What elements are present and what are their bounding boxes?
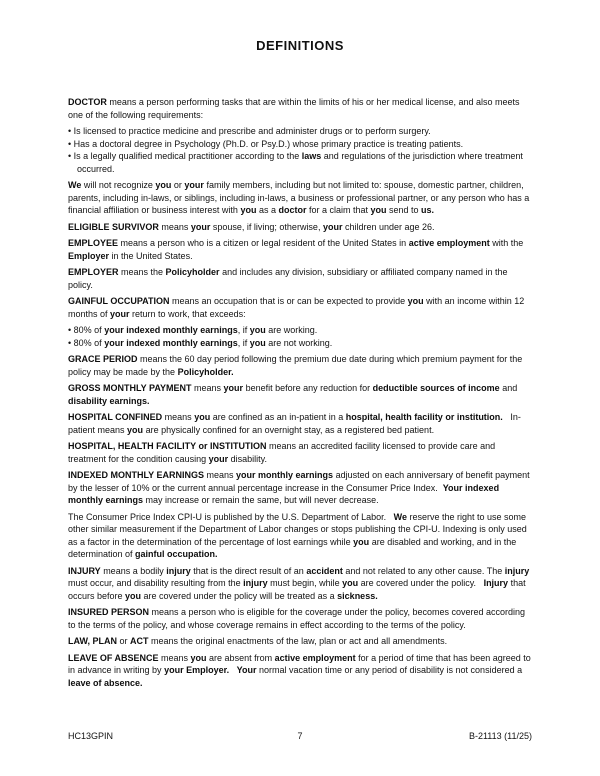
page-footer [68,731,532,741]
definition-bullet-item: • Has a doctoral degree in Psychology (Ph.D. or Psy.D.) whose primary practice is treating patients. [68,138,464,149]
definition-paragraph: LAW, PLAN or ACT means the original enactments of the law, plan or act and all amendments. [68,636,448,646]
definition-paragraph: EMPLOYEE means a person who is a citizen or legal resident of the United States in active employment with the Employer in the United States. [68,238,526,261]
definition-bullet-item: • 80% of your indexed monthly earnings, if you are working. [68,325,318,335]
definition-paragraph: DOCTOR means a person performing tasks that are within the limits of his or her medical license, and also meets one of the following requirements: [68,97,523,120]
definition-paragraph: LEAVE OF ABSENCE means you are absent from active employment for a period of time that has been agreed to in advance in writing by your Employer. Your normal vacation time or any period of disability is not considered a leave of absence. [68,652,534,688]
footer-form-number: B-21113 (11/25) [468,731,533,741]
definition-paragraph: ELIGIBLE SURVIVOR means your spouse, if living; otherwise, your children under age 26. [68,221,435,232]
page-title: DEFINITIONS [256,38,344,53]
definitions-body [68,96,532,693]
definition-paragraph: GAINFUL OCCUPATION means an occupation that is or can be expected to provide you with an income within 12 months of your return to work, that exceeds: [68,296,527,319]
definition-paragraph: We will not recognize you or your family members, including but not limited to: spouse, domestic partner, children, parents, including in-laws, or siblings, including in-laws, a business or professional partner, or any person who has a financial affiliation or business interest with you as a doctor for a claim that you send to us. [68,180,532,215]
definition-paragraph: HOSPITAL CONFINED means you are confined as an in-patient in a hospital, health facility or institution. In-patient means you are physically confined for an overnight stay, as a registered bed patient. [68,412,521,435]
definition-paragraph: INSURED PERSON means a person who is eligible for the coverage under the policy, becomes covered according to the terms of the policy, and whose coverage remains in effect according to the terms of the policy. [68,607,528,630]
definition-bullet-item: • Is a legally qualified medical practitioner according to the laws and regulations of the jurisdiction where treatment occurred. [68,151,526,174]
definition-bullet-item: • Is licensed to practice medicine and prescribe and administer drugs or to perform surgery. [68,126,431,136]
footer-doc-code: HC13GPIN [68,731,114,741]
definition-bullet-item: • 80% of your indexed monthly earnings, if you are not working. [68,337,333,348]
definition-paragraph: HOSPITAL, HEALTH FACILITY or INSTITUTION means an accredited facility licensed to provide care and treatment for the condition causing your disability. [68,441,498,464]
definition-paragraph: INDEXED MONTHLY EARNINGS means your monthly earnings adjusted on each anniversary of benefit payment by the lesser of 10% or the current annual percentage increase in the Consumer Price Index. Your indexed monthly earnings may increase or remain the same, but will never decrease. [68,470,533,505]
definition-paragraph: The Consumer Price Index CPI-U is published by the U.S. Department of Labor. We reserve the right to use some other similar measurement if the Department of Labor changes or stops publishing the CPI-U. Indexing is only used as a factor in the determination of the percentage of lost earnings while you are disabled and working, and in the determination of gainful occupation. [68,511,530,559]
definition-paragraph: GRACE PERIOD means the 60 day period following the premium due date during which premium payment for the policy may be made by the Policyholder. [68,354,525,377]
definition-paragraph: INJURY means a bodily injury that is the direct result of an accident and not related to any other cause. The injury must occur, and disability resulting from the injury must begin, while you are covered under the policy. Injury that occurs before you are covered under the policy will be treated as a sickness. [68,565,532,601]
footer-page-number: 7 [297,731,303,741]
definition-paragraph: GROSS MONTHLY PAYMENT means your benefit before any reduction for deductible sources of income and disability earnings. [68,383,520,406]
definition-paragraph: EMPLOYER means the Policyholder and includes any division, subsidiary or affiliated company named in the policy. [68,267,511,290]
